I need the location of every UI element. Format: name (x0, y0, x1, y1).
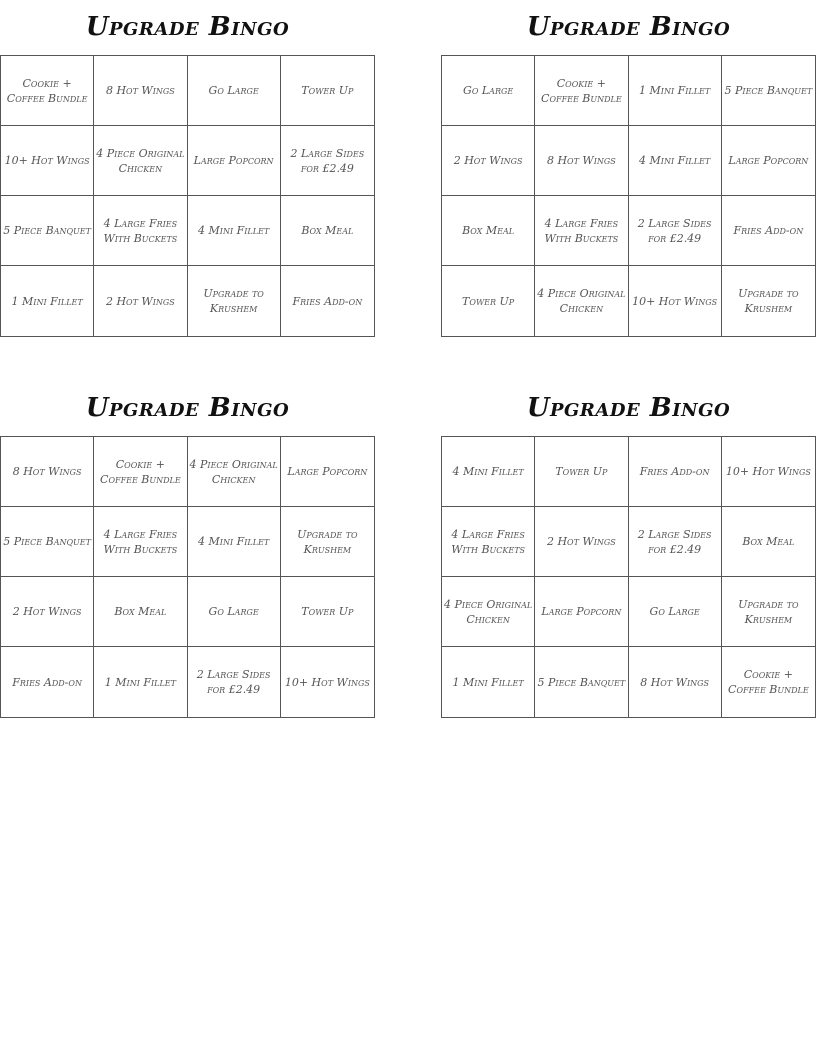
bingo-cell: Cookie + Coffee Bundle (1, 56, 94, 126)
bingo-cell: Cookie + Coffee Bundle (94, 437, 187, 507)
bingo-cell: Large Popcorn (281, 437, 374, 507)
bingo-cell: Fries Add-on (1, 647, 94, 717)
bingo-cell: Large Popcorn (722, 126, 815, 196)
bingo-cell: Tower Up (281, 577, 374, 647)
bingo-cell: 4 Mini Fillet (442, 437, 535, 507)
bingo-card-2 (441, 0, 816, 337)
bingo-cell: 8 Hot Wings (629, 647, 722, 717)
bingo-cell: Go Large (188, 56, 281, 126)
bingo-cell: Cookie + Coffee Bundle (535, 56, 628, 126)
bingo-grid (0, 55, 375, 337)
bingo-cell: 4 Large Fries With Buckets (535, 196, 628, 266)
bingo-cell: 4 Mini Fillet (188, 196, 281, 266)
bingo-cell: 10+ Hot Wings (722, 437, 815, 507)
bingo-cell: Fries Add-on (722, 196, 815, 266)
bingo-cell: Fries Add-on (629, 437, 722, 507)
bingo-card-1 (0, 0, 375, 337)
bingo-cell: Large Popcorn (188, 126, 281, 196)
bingo-cell: 4 Piece Original Chicken (442, 577, 535, 647)
bingo-cell: Tower Up (281, 56, 374, 126)
bingo-cell: Fries Add-on (292, 294, 363, 308)
bingo-grid (441, 55, 816, 337)
bingo-cell: 2 Hot Wings (535, 507, 628, 577)
bingo-cell: 10+ Hot Wings (629, 266, 722, 336)
bingo-cell: 2 Hot Wings (442, 126, 535, 196)
bingo-cell: Cookie + Coffee Bundle (728, 668, 809, 696)
bingo-cell: 2 Hot Wings (94, 266, 187, 336)
bingo-cell: 4 Large Fries With Buckets (442, 507, 535, 577)
bingo-cell: 1 Mini Fillet (442, 647, 535, 717)
bingo-cell: Go Large (442, 56, 535, 126)
bingo-cell: 2 Large Sides for £2.49 (629, 507, 722, 577)
bingo-cell: Large Popcorn (535, 577, 628, 647)
bingo-cell: 4 Piece Original Chicken (188, 437, 281, 507)
bingo-cell: 5 Piece Banquet (1, 507, 94, 577)
bingo-cell: 4 Piece Original Chicken (94, 126, 187, 196)
bingo-cell: 1 Mini Fillet (629, 56, 722, 126)
bingo-cell: 4 Large Fries With Buckets (94, 196, 187, 266)
bingo-cell: 2 Large Sides for £2.49 (188, 647, 281, 717)
bingo-cell: Box Meal (442, 196, 535, 266)
bingo-grid (441, 436, 816, 718)
bingo-cell: Tower Up (535, 437, 628, 507)
bingo-cell: Upgrade to Krushem (738, 287, 799, 315)
bingo-card-title: Upgrade Bingo (85, 393, 290, 423)
bingo-cell: 8 Hot Wings (94, 56, 187, 126)
bingo-cell: 4 Mini Fillet (188, 507, 281, 577)
bingo-cell: Upgrade to Krushem (188, 266, 281, 336)
bingo-cell: Upgrade to Krushem (722, 577, 815, 647)
bingo-card-title: Upgrade Bingo (526, 393, 731, 423)
bingo-cell: 5 Piece Banquet (722, 56, 815, 126)
bingo-cell: 4 Large Fries With Buckets (94, 507, 187, 577)
bingo-cell: Go Large (629, 577, 722, 647)
bingo-cell: 5 Piece Banquet (535, 647, 628, 717)
bingo-cell: 2 Hot Wings (1, 577, 94, 647)
bingo-card-title: Upgrade Bingo (526, 12, 731, 42)
bingo-cell: 2 Large Sides for £2.49 (629, 196, 722, 266)
bingo-cell: Upgrade to Krushem (281, 507, 374, 577)
bingo-card-3 (0, 381, 375, 718)
bingo-cell: Box Meal (281, 196, 374, 266)
bingo-cell: 4 Piece Original Chicken (535, 266, 628, 336)
bingo-cell: Box Meal (94, 577, 187, 647)
bingo-cell: Box Meal (722, 507, 815, 577)
bingo-cell: 4 Mini Fillet (629, 126, 722, 196)
bingo-cell: 10+ Hot Wings (1, 126, 94, 196)
bingo-cell: 5 Piece Banquet (1, 196, 94, 266)
bingo-card-title: Upgrade Bingo (85, 12, 290, 42)
bingo-cell: 1 Mini Fillet (1, 266, 94, 336)
bingo-cell: 10+ Hot Wings (284, 675, 370, 689)
bingo-cell: Go Large (188, 577, 281, 647)
bingo-cell: 1 Mini Fillet (94, 647, 187, 717)
bingo-grid (0, 436, 375, 718)
bingo-cell: 8 Hot Wings (535, 126, 628, 196)
bingo-card-4 (441, 381, 816, 718)
bingo-cell: 8 Hot Wings (1, 437, 94, 507)
bingo-cell: Tower Up (442, 266, 535, 336)
bingo-cell: 2 Large Sides for £2.49 (281, 126, 374, 196)
